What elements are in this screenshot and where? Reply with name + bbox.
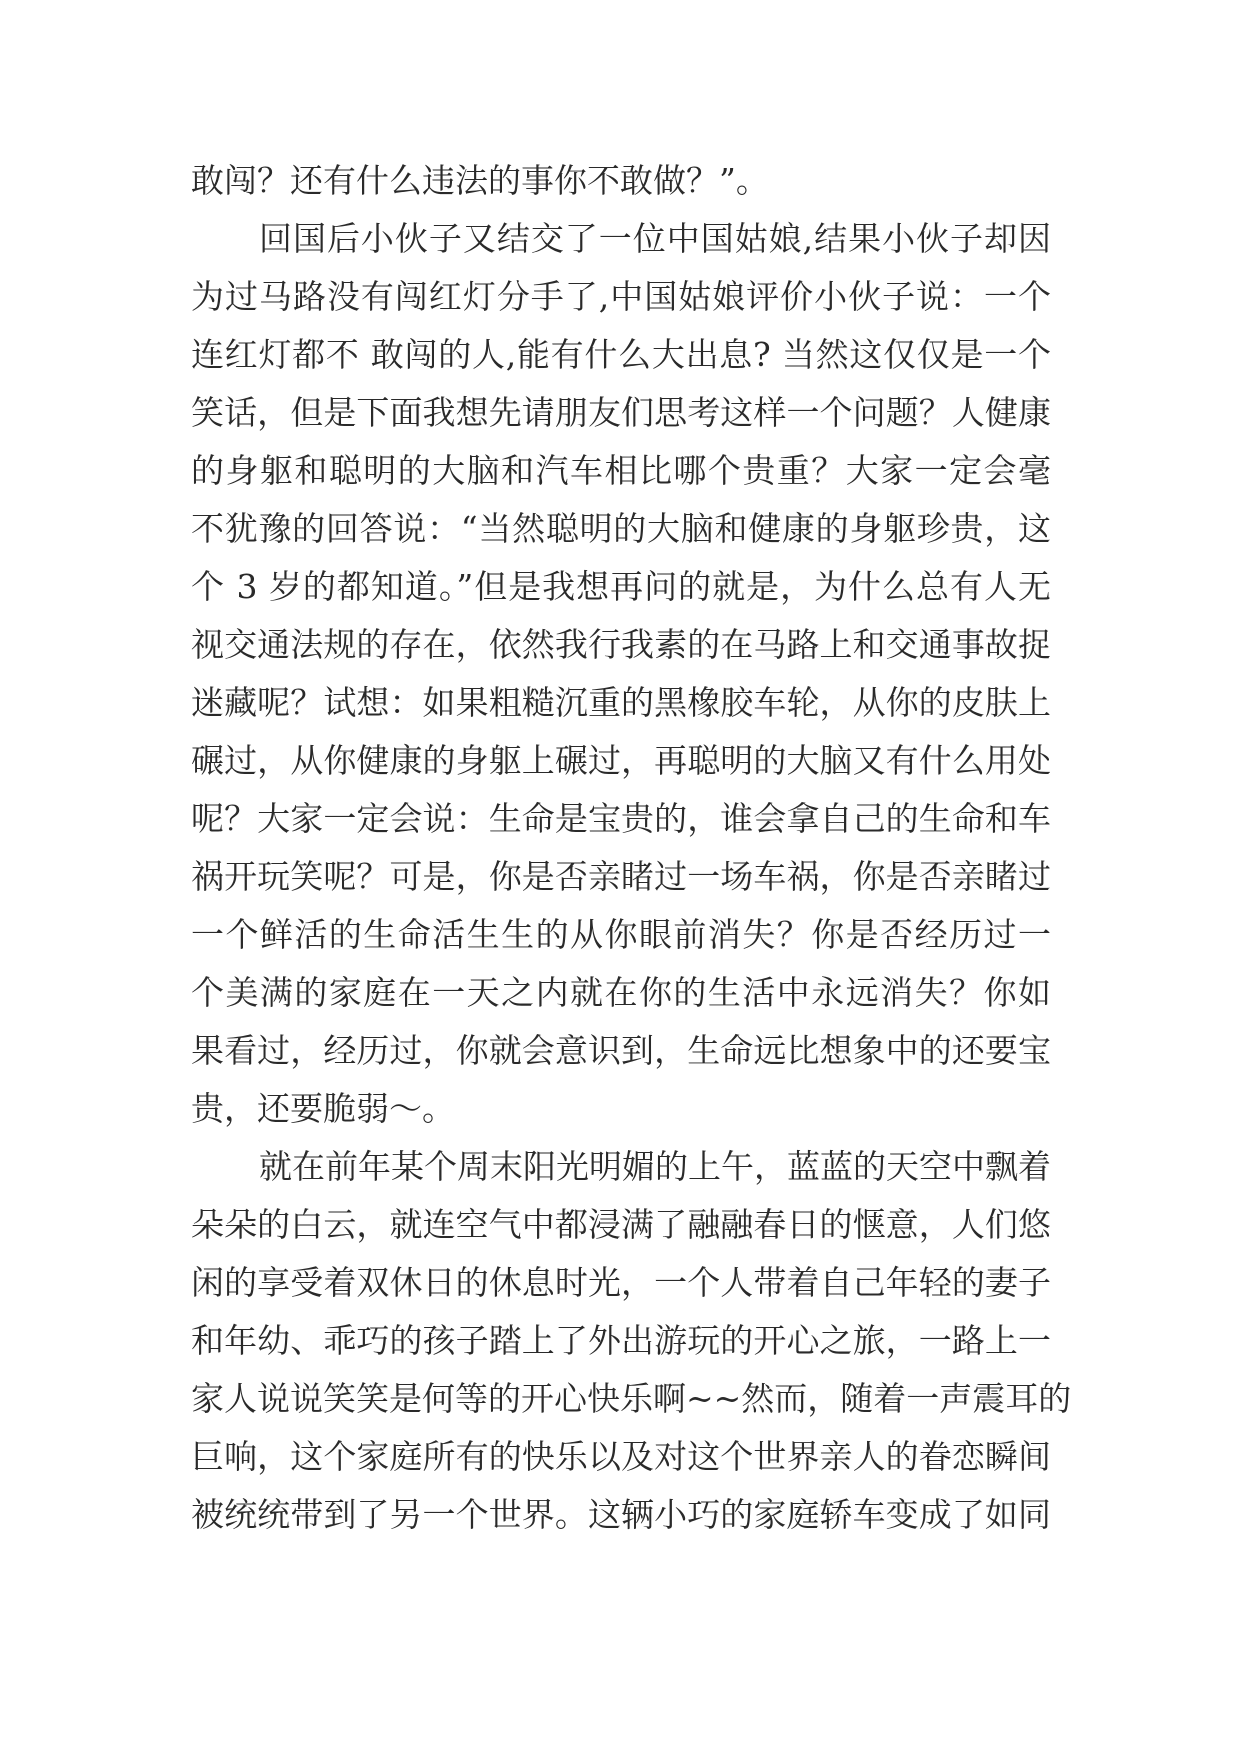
paragraph-start-line: 就在前年某个周末阳光明媚的上午，蓝蓝的天空中飘着 <box>259 1147 1051 1186</box>
text-line: 一个鲜活的生命活生生的从你眼前消失？你是否经历过一 <box>191 915 1051 954</box>
text-line: 果看过，经历过，你就会意识到，生命远比想象中的还要宝 <box>191 1031 1051 1070</box>
text-line: 不犹豫的回答说：“当然聪明的大脑和健康的身躯珍贵，这 <box>191 509 1051 548</box>
text-line: 碾过，从你健康的身躯上碾过，再聪明的大脑又有什么用处 <box>191 741 1051 780</box>
text-line: 迷藏呢？试想：如果粗糙沉重的黑橡胶车轮，从你的皮肤上 <box>191 683 1051 722</box>
text-line: 个 3 岁的都知道。”但是我想再问的就是，为什么总有人无 <box>191 567 1051 606</box>
text-line: 朵朵的白云，就连空气中都浸满了融融春日的惬意，人们悠 <box>191 1205 1051 1244</box>
text-line: 呢？大家一定会说：生命是宝贵的，谁会拿自己的生命和车 <box>191 799 1051 838</box>
text-line: 家人说说笑笑是何等的开心快乐啊~~然而，随着一声震耳的 <box>191 1379 1072 1418</box>
text-line: 的身躯和聪明的大脑和汽车相比哪个贵重？大家一定会毫 <box>191 451 1051 490</box>
text-line: 巨响，这个家庭所有的快乐以及对这个世界亲人的眷恋瞬间 <box>191 1437 1051 1476</box>
text-line: 连红灯都不 敢闯的人,能有什么大出息? 当然这仅仅是一个 <box>191 335 1051 374</box>
text-line: 被统统带到了另一个世界。这辆小巧的家庭轿车变成了如同 <box>191 1495 1051 1534</box>
paragraph-start-line: 回国后小伙子又结交了一位中国姑娘,结果小伙子却因 <box>259 219 1051 258</box>
text-line: 敢闯？还有什么违法的事你不敢做？”。 <box>191 161 769 200</box>
text-line: 闲的享受着双休日的休息时光，一个人带着自己年轻的妻子 <box>191 1263 1051 1302</box>
text-line: 为过马路没有闯红灯分手了,中国姑娘评价小伙子说：一个 <box>191 277 1051 316</box>
text-line: 和年幼、乖巧的孩子踏上了外出游玩的开心之旅，一路上一 <box>191 1321 1051 1360</box>
text-line: 视交通法规的存在，依然我行我素的在马路上和交通事故捉 <box>191 625 1051 664</box>
text-line: 笑话，但是下面我想先请朋友们思考这样一个问题？人健康 <box>191 393 1051 432</box>
text-line: 贵，还要脆弱～。 <box>191 1089 455 1128</box>
text-line: 祸开玩笑呢？可是，你是否亲睹过一场车祸，你是否亲睹过 <box>191 857 1051 896</box>
text-line: 个美满的家庭在一天之内就在你的生活中永远消失？你如 <box>191 973 1051 1012</box>
body-text <box>191 152 1072 1544</box>
